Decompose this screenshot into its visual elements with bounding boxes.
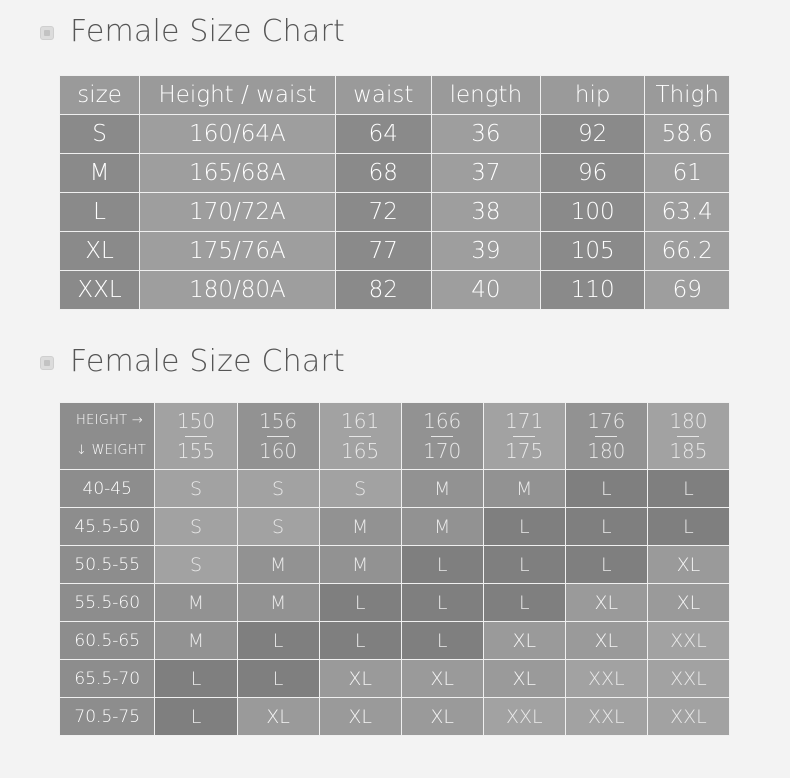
size-cell: XXL <box>565 698 647 736</box>
size-label-cell: L <box>60 193 140 232</box>
height-range-start: 171 <box>505 408 544 433</box>
height-range-start: 150 <box>176 408 216 433</box>
height-range-header <box>483 403 565 470</box>
height-range-start: 180 <box>669 408 708 433</box>
section-title-2 <box>40 344 345 379</box>
size-cell: M <box>155 622 237 660</box>
size-cell: XL <box>319 698 401 736</box>
height-range-end: 155 <box>176 438 216 463</box>
table-cell: 36 <box>431 115 540 154</box>
height-range-header <box>319 403 401 470</box>
height-range-end: 170 <box>423 438 462 463</box>
table-cell: 66.2 <box>645 232 730 271</box>
size-cell: S <box>155 470 237 508</box>
table-cell: 77 <box>335 232 431 271</box>
table-row <box>60 115 730 154</box>
table-cell: 82 <box>335 271 431 310</box>
size-cell: L <box>483 546 565 584</box>
size-label-cell: XL <box>60 232 140 271</box>
height-range-start: 156 <box>258 408 298 433</box>
table-cell: 72 <box>335 193 431 232</box>
column-header: hip <box>540 76 645 115</box>
height-range-end: 165 <box>341 438 380 463</box>
weight-label: WEIGHT <box>91 443 147 458</box>
table-row <box>60 508 730 546</box>
height-range-header <box>401 403 483 470</box>
size-cell: XL <box>319 660 401 698</box>
size-cell: XL <box>483 660 565 698</box>
height-range-start: 166 <box>423 408 462 433</box>
size-cell: M <box>237 546 319 584</box>
height-range-header <box>647 403 729 470</box>
square-bullet-icon <box>40 356 54 370</box>
column-header: size <box>60 76 140 115</box>
table-cell: 40 <box>431 271 540 310</box>
height-range-header <box>237 403 319 470</box>
table-row <box>60 584 730 622</box>
size-cell: XL <box>483 622 565 660</box>
size-cell: L <box>647 508 729 546</box>
right-arrow-icon: → <box>131 413 144 428</box>
height-range-end: 175 <box>505 438 544 463</box>
section-title-1-text: Female Size Chart <box>70 14 345 49</box>
size-cell: XXL <box>483 698 565 736</box>
height-range-start: 176 <box>587 408 626 433</box>
column-header: Height / waist <box>140 76 336 115</box>
size-cell: L <box>319 622 401 660</box>
column-header: waist <box>335 76 431 115</box>
size-cell: L <box>155 698 237 736</box>
table-header-row <box>60 76 730 115</box>
height-range-end: 160 <box>258 438 298 463</box>
table-cell: 105 <box>540 232 645 271</box>
table-cell: 38 <box>431 193 540 232</box>
size-cell: XXL <box>647 698 729 736</box>
weight-range-cell: 65.5-70 <box>60 660 155 698</box>
weight-range-cell: 60.5-65 <box>60 622 155 660</box>
table-cell: 61 <box>645 154 730 193</box>
size-cell: S <box>319 470 401 508</box>
size-cell: XL <box>647 584 729 622</box>
size-cell: S <box>237 508 319 546</box>
size-cell: M <box>319 546 401 584</box>
weight-range-cell: 40-45 <box>60 470 155 508</box>
weight-axis-label <box>60 436 154 466</box>
height-label: HEIGHT <box>76 413 128 428</box>
table-cell: 180/80A <box>140 271 336 310</box>
table-cell: 110 <box>540 271 645 310</box>
height-range-header <box>155 403 237 470</box>
table-row <box>60 232 730 271</box>
height-axis-label <box>60 406 154 436</box>
table-cell: 160/64A <box>140 115 336 154</box>
table-cell: 175/76A <box>140 232 336 271</box>
height-range-start: 161 <box>341 408 380 433</box>
size-cell: XL <box>565 622 647 660</box>
size-label-cell: XXL <box>60 271 140 310</box>
table-cell: 68 <box>335 154 431 193</box>
table-cell: 165/68A <box>140 154 336 193</box>
table-cell: 37 <box>431 154 540 193</box>
column-header: length <box>431 76 540 115</box>
weight-range-cell: 55.5-60 <box>60 584 155 622</box>
down-arrow-icon: ↓ <box>76 443 88 458</box>
table-row <box>60 271 730 310</box>
weight-range-cell: 70.5-75 <box>60 698 155 736</box>
table-cell: 69 <box>645 271 730 310</box>
size-cell: S <box>237 470 319 508</box>
weight-range-cell: 45.5-50 <box>60 508 155 546</box>
size-label-cell: S <box>60 115 140 154</box>
table-cell: 100 <box>540 193 645 232</box>
size-cell: L <box>401 622 483 660</box>
size-cell: L <box>565 546 647 584</box>
table-row <box>60 193 730 232</box>
section-title-1 <box>40 14 345 49</box>
size-cell: M <box>401 508 483 546</box>
size-cell: XL <box>565 584 647 622</box>
size-cell: XL <box>401 660 483 698</box>
table-cell: 39 <box>431 232 540 271</box>
height-range-end: 185 <box>669 438 708 463</box>
height-weight-corner-cell <box>60 403 155 470</box>
table-cell: 96 <box>540 154 645 193</box>
size-cell: M <box>483 470 565 508</box>
size-cell: XXL <box>565 660 647 698</box>
size-cell: S <box>155 508 237 546</box>
height-range-end: 180 <box>587 438 626 463</box>
table-row <box>60 546 730 584</box>
size-cell: XL <box>237 698 319 736</box>
size-cell: M <box>155 584 237 622</box>
size-cell: L <box>401 584 483 622</box>
table-cell: 170/72A <box>140 193 336 232</box>
size-cell: L <box>483 584 565 622</box>
size-cell: L <box>237 622 319 660</box>
size-cell: XL <box>647 546 729 584</box>
section-title-2-text: Female Size Chart <box>70 344 345 379</box>
height-range-header <box>565 403 647 470</box>
size-cell: L <box>565 508 647 546</box>
size-cell: M <box>401 470 483 508</box>
height-weight-size-table <box>59 402 730 736</box>
table-header-row <box>60 403 730 470</box>
size-cell: S <box>155 546 237 584</box>
size-label-cell: M <box>60 154 140 193</box>
size-cell: M <box>319 508 401 546</box>
table-row <box>60 470 730 508</box>
size-measurement-table <box>59 75 730 310</box>
column-header: Thigh <box>645 76 730 115</box>
table-cell: 92 <box>540 115 645 154</box>
size-cell: L <box>237 660 319 698</box>
size-cell: XXL <box>647 622 729 660</box>
size-cell: L <box>319 584 401 622</box>
table-row <box>60 660 730 698</box>
table-row <box>60 698 730 736</box>
table-cell: 64 <box>335 115 431 154</box>
table-row <box>60 154 730 193</box>
size-cell: XXL <box>647 660 729 698</box>
size-cell: XL <box>401 698 483 736</box>
size-cell: L <box>483 508 565 546</box>
square-bullet-icon <box>40 26 54 40</box>
size-cell: L <box>155 660 237 698</box>
size-cell: L <box>565 470 647 508</box>
size-cell: L <box>647 470 729 508</box>
table-cell: 63.4 <box>645 193 730 232</box>
size-cell: L <box>401 546 483 584</box>
weight-range-cell: 50.5-55 <box>60 546 155 584</box>
table-cell: 58.6 <box>645 115 730 154</box>
table-row <box>60 622 730 660</box>
size-cell: M <box>237 584 319 622</box>
